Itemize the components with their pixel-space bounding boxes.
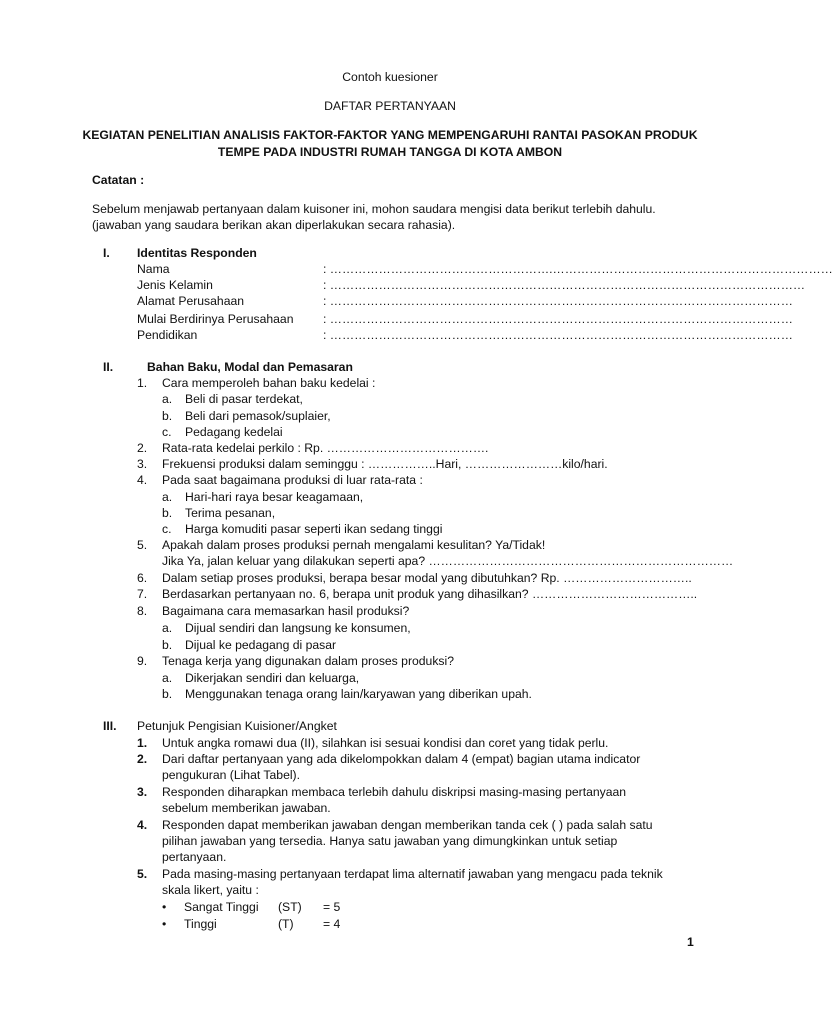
item-text: sebelum memberikan jawaban. [162,801,331,815]
item-text: Dikerjakan sendiri dan keluarga, [185,671,360,685]
section-2-number: II. [103,360,114,374]
field-label: Nama [137,262,170,276]
item-letter: a. [162,671,173,685]
item-text: Pedagang kedelai [185,425,283,439]
field-label: Alamat Perusahaan [137,294,245,308]
list-item [0,424,768,440]
list-item [0,686,768,702]
field-blank: : …………………………………………………………………………………………………… [323,312,793,326]
bullet-icon: • [162,917,167,931]
item-number: 3. [137,457,148,471]
item-text: pengukuran (Lihat Tabel). [162,768,300,782]
list-item [0,637,768,653]
item-number: 4. [137,473,148,487]
list-item [0,866,768,882]
item-text: Dijual ke pedagang di pasar [185,638,337,652]
item-letter: a. [162,490,173,504]
list-item [0,620,768,636]
field-blank: : …………………………………………………………………………………………………… [323,294,793,308]
list-item [0,670,768,686]
section-3-title: Petunjuk Pengisian Kuisioner/Angket [137,719,337,733]
list-item [0,489,768,505]
item-letter: a. [162,621,173,635]
intro-line-2: (jawaban yang saudara berikan akan diperlakukan secara rahasia). [92,218,456,232]
item-text: Jika Ya, jalan keluar yang dilakukan seperti apa? ………………………………………………………………… [162,554,734,568]
field-row-pendidikan [0,327,793,343]
section-1-title: Identitas Responden [137,246,257,260]
item-text: Pada saat bagaimana produksi di luar rata-rata : [162,473,423,487]
scale-value: = 5 [323,900,341,914]
scale-row-tinggi [0,916,768,932]
item-number: 8. [137,604,148,618]
field-blank: : ……………………………………………………………………………………………………… [323,278,806,292]
list-item [0,440,768,456]
list-item [0,408,768,424]
item-number: 3. [137,785,148,799]
scale-label: Sangat Tinggi [184,900,259,914]
scale-value: = 4 [323,917,341,931]
item-text: Cara memperoleh bahan baku kedelai : [162,376,376,390]
item-number: 1. [137,376,148,390]
item-text: Menggunakan tenaga orang lain/karyawan yang diberikan upah. [185,687,532,701]
list-item [0,456,768,472]
item-number: 7. [137,587,148,601]
item-text: skala likert, yaitu : [162,883,259,897]
item-text: Dari daftar pertanyaan yang ada dikelompokkan dalam 4 (empat) bagian utama indicator [162,752,641,766]
field-blank: : ……………………………………………….…………………………………………………………… [323,262,833,276]
field-label: Mulai Berdirinya Perusahaan [137,312,294,326]
item-letter: b. [162,687,173,701]
item-letter: c. [162,425,172,439]
item-number: 5. [137,538,148,552]
item-text: Beli di pasar terdekat, [185,392,303,406]
item-letter: b. [162,506,173,520]
list-item [0,505,768,521]
item-text: Responden dapat memberikan jawaban dengan memberikan tanda cek ( ) pada salah satu [162,818,653,832]
list-item [0,391,768,407]
scale-code: (T) [278,917,294,931]
list-item [0,735,768,751]
field-label: Jenis Kelamin [137,278,213,292]
list-item [0,472,768,488]
item-text: Dijual sendiri dan langsung ke konsumen, [185,621,411,635]
list-item [0,521,768,537]
intro-line-1: Sebelum menjawab pertanyaan dalam kuisoner ini, mohon saudara mengisi data berikut terlebih dahulu. [92,202,656,216]
item-letter: b. [162,409,173,423]
section-3-number: III. [103,719,117,733]
doc-subtitle: DAFTAR PERTANYAAN [324,99,456,113]
doc-title: Contoh kuesioner [342,70,438,84]
item-text: Berdasarkan pertanyaan no. 6, berapa unit produk yang dihasilkan? ………………………………….. [162,587,698,601]
list-item [0,375,768,391]
scale-row-sangat-tinggi [0,899,768,915]
page-number: 1 [687,935,694,949]
list-item [0,653,768,669]
list-item [0,817,768,833]
item-number: 6. [137,571,148,585]
list-item [0,882,768,898]
list-item [0,603,768,619]
list-item [0,849,768,865]
item-text: Bagaimana cara memasarkan hasil produksi? [162,604,410,618]
item-text: Beli dari pemasok/suplaier, [185,409,331,423]
item-text: Tenaga kerja yang digunakan dalam proses produksi? [162,654,455,668]
field-row-alamat [0,293,793,309]
item-text: Apakah dalam proses produksi pernah mengalami kesulitan? Ya/Tidak! [162,538,546,552]
list-item [0,537,768,553]
item-number: 2. [137,752,148,766]
section-2-title: Bahan Baku, Modal dan Pemasaran [147,360,353,374]
list-item [0,833,768,849]
item-number: 1. [137,736,148,750]
item-text: pilihan jawaban yang tersedia. Hanya satu jawaban yang dimungkinkan untuk setiap [162,834,618,848]
doc-heading [60,127,720,160]
item-text: Terima pesanan, [185,506,276,520]
list-item [0,570,768,586]
field-blank: : …………………………………………………………………………………………………… [323,328,793,342]
item-text: Responden diharapkan membaca terlebih dahulu diskripsi masing-masing pertanyaan [162,785,627,799]
item-number: 4. [137,818,148,832]
item-text: Frekuensi produksi dalam seminggu : ……………..Hari, ……………………kilo/hari. [162,457,608,471]
item-text: Harga komuditi pasar seperti ikan sedang tinggi [185,522,443,536]
field-row-nama [0,261,833,277]
item-text: Hari-hari raya besar keagamaan, [185,490,364,504]
list-item [0,767,768,783]
item-text: pertanyaan. [162,850,227,864]
field-label: Pendidikan [137,328,198,342]
item-text: Dalam setiap proses produksi, berapa besar modal yang dibutuhkan? Rp. ………………………….. [162,571,692,585]
catatan-label: Catatan : [92,173,145,187]
bullet-icon: • [162,900,167,914]
doc-heading-line1: KEGIATAN PENELITIAN ANALISIS FAKTOR-FAKTOR YANG MEMPENGARUHI RANTAI PASOKAN PRODUK [82,128,698,142]
list-item [0,586,768,602]
list-item [0,784,768,800]
field-row-jenis-kelamin [0,277,806,293]
item-text: Rata-rata kedelai perkilo : Rp. …………………………………. [162,441,489,455]
item-number: 5. [137,867,148,881]
item-letter: b. [162,638,173,652]
list-item [0,553,768,569]
item-letter: c. [162,522,172,536]
list-item [0,800,768,816]
item-text: Pada masing-masing pertanyaan terdapat lima alternatif jawaban yang mengacu pada teknik [162,867,663,881]
scale-code: (ST) [278,900,302,914]
item-letter: a. [162,392,173,406]
section-1-number: I. [103,246,110,260]
item-number: 9. [137,654,148,668]
item-number: 2. [137,441,148,455]
scale-label: Tinggi [184,917,217,931]
field-row-mulai-berdiri [0,311,793,327]
list-item [0,751,768,767]
doc-heading-line2: TEMPE PADA INDUSTRI RUMAH TANGGA DI KOTA AMBON [217,144,563,159]
item-text: Untuk angka romawi dua (II), silahkan isi sesuai kondisi dan coret yang tidak perlu. [162,736,609,750]
